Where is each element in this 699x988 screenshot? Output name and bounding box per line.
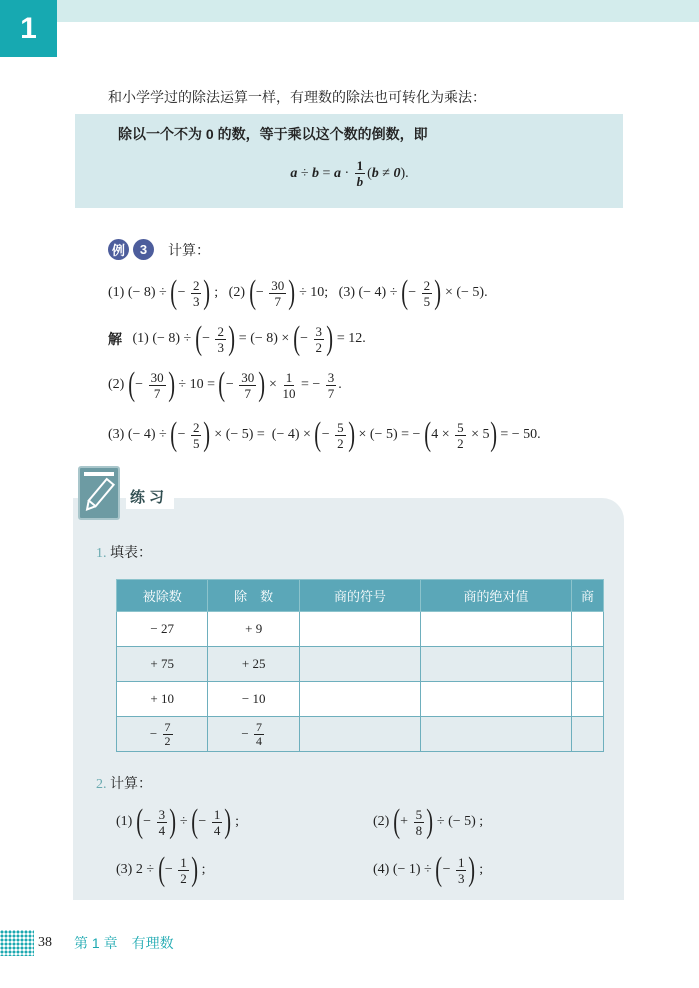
text: × (− 5) = (− 4) × (210, 427, 315, 442)
fraction (215, 324, 226, 355)
text: (1) (− 8) ÷ (122, 331, 195, 346)
denominator: 5 (423, 293, 431, 309)
fraction (269, 278, 286, 309)
table-cell (208, 717, 299, 752)
text: ; (198, 862, 206, 877)
table-cell (208, 682, 299, 717)
exercise-4 (373, 853, 483, 887)
pencil-notebook-icon (78, 466, 120, 520)
numerator: 5 (457, 419, 464, 435)
table-cell (421, 717, 572, 752)
text: × (265, 377, 281, 392)
right-paren: ) (258, 366, 266, 403)
text: × (− 5) = − (355, 427, 424, 442)
table-header: 商 (571, 580, 603, 612)
table-row (117, 682, 604, 717)
denominator: 7 (327, 385, 335, 401)
text: · (340, 165, 353, 181)
left-paren: ( (293, 320, 300, 357)
text: ). (400, 165, 409, 181)
table-cell (299, 612, 420, 647)
numerator: 7 (255, 719, 262, 734)
numerator: 3 (158, 806, 166, 822)
left-paren: ( (157, 851, 165, 888)
exercise-3 (116, 853, 205, 887)
text: − (408, 285, 420, 300)
table-cell (571, 647, 603, 682)
text: ; (231, 814, 240, 829)
practice-title: 练习 (126, 484, 174, 509)
right-paren: ) (224, 803, 232, 840)
right-paren: ) (426, 803, 434, 840)
left-paren: ( (435, 851, 443, 888)
numerator: 30 (150, 369, 164, 385)
right-paren: ) (288, 274, 296, 311)
table-cell (299, 682, 420, 717)
text: = (319, 165, 334, 181)
text: − (442, 862, 454, 877)
numerator: 5 (415, 806, 423, 822)
right-paren: ) (434, 274, 442, 311)
text: ; (2) (210, 285, 249, 300)
left-paren: ( (170, 416, 178, 453)
denominator: 2 (180, 870, 187, 886)
solution-line-2 (108, 368, 342, 402)
numerator: 3 (315, 323, 323, 339)
text: (1) (116, 814, 136, 829)
variable: a (333, 165, 341, 181)
right-paren: ) (203, 274, 211, 311)
table-header: 除 数 (208, 580, 299, 612)
cell-value (117, 621, 207, 637)
text: ( (367, 165, 372, 181)
table-cell (421, 612, 572, 647)
right-paren: ) (489, 416, 497, 453)
left-paren: ( (314, 416, 322, 453)
header-band (57, 0, 699, 22)
fraction (149, 370, 166, 401)
text: = − (297, 377, 324, 392)
denominator: 2 (337, 435, 344, 451)
text: ; (475, 862, 484, 877)
fill-table (116, 579, 604, 752)
dots-decoration-icon (0, 930, 34, 956)
denominator: 2 (164, 733, 171, 748)
text: ÷ (297, 165, 313, 181)
numerator: 1 (285, 369, 293, 385)
text: = − 50. (496, 427, 541, 442)
text: − (177, 285, 189, 300)
text: − (255, 285, 268, 300)
text: (4) (− 1) ÷ (373, 862, 436, 877)
text: (3) (− 4) ÷ (108, 427, 171, 442)
cell-value (117, 691, 207, 707)
question-1 (96, 542, 152, 562)
cell-value (117, 656, 207, 672)
table-row (117, 717, 604, 752)
text: 4 × (431, 427, 454, 442)
variable: a (290, 165, 298, 181)
variable: b (312, 165, 320, 181)
fraction (212, 807, 223, 838)
numerator: 1 (457, 854, 465, 870)
numerator: 1 (180, 854, 187, 870)
solution-line-3 (108, 418, 541, 452)
cell-value (208, 691, 298, 707)
example-number-badge: 3 (133, 239, 154, 260)
exercise-2 (373, 805, 483, 839)
fraction (191, 278, 202, 309)
question-2 (96, 773, 152, 793)
fraction (239, 370, 256, 401)
exercise-1 (116, 805, 239, 839)
solution-line-1 (108, 322, 366, 356)
right-paren: ) (228, 320, 236, 357)
left-paren: ( (393, 803, 400, 840)
page-footer (0, 930, 174, 956)
denominator: 8 (415, 822, 423, 838)
fraction (254, 721, 264, 748)
text: − (321, 427, 334, 442)
text: − (241, 726, 252, 741)
right-paren: ) (169, 803, 177, 840)
table-header: 被除数 (117, 580, 208, 612)
table-row (117, 612, 604, 647)
fraction (157, 807, 168, 838)
numerator: 1 (356, 158, 364, 173)
left-paren: ( (136, 803, 143, 840)
text: ÷ (176, 814, 192, 829)
table-cell (117, 717, 208, 752)
text: − (225, 377, 238, 392)
question-text: 填表： (110, 546, 152, 561)
denominator: 3 (457, 870, 465, 886)
table-cell (208, 647, 299, 682)
variable: b (371, 165, 379, 181)
numerator: 30 (241, 369, 255, 385)
text: − (135, 377, 147, 392)
text: × 5 (467, 427, 490, 442)
text: − (143, 814, 155, 829)
text: + 75 (150, 656, 175, 671)
rule-text: 除以一个不为 0 的数，等于乘以这个数的倒数，即 (118, 126, 428, 142)
table-header: 商的绝对值 (421, 580, 572, 612)
text: . (338, 377, 342, 392)
fraction (314, 324, 325, 355)
fraction (191, 420, 202, 451)
chapter-tab: 1 (0, 0, 57, 57)
text: (2) (108, 377, 128, 392)
text: (2) (373, 814, 393, 829)
table-cell (421, 647, 572, 682)
table-cell (299, 647, 420, 682)
example-badge: 例 (108, 239, 129, 260)
left-paren: ( (191, 803, 199, 840)
text: = (− 8) × (235, 331, 293, 346)
text: ≠ (378, 165, 394, 181)
denominator: 7 (244, 385, 251, 401)
numerator: 30 (271, 277, 285, 293)
table-cell (117, 647, 208, 682)
right-paren: ) (191, 851, 198, 888)
denominator: 5 (192, 435, 200, 451)
right-paren: ) (468, 851, 476, 888)
text: − (202, 331, 214, 346)
left-paren: ( (248, 274, 256, 311)
text: − (300, 331, 312, 346)
right-paren: ) (167, 366, 175, 403)
right-paren: ) (347, 416, 355, 453)
solution-label: 解 (108, 331, 122, 347)
fraction (326, 370, 337, 401)
right-paren: ) (203, 416, 211, 453)
chapter-label: 第 1 章 有理数 (74, 935, 174, 951)
denominator: 7 (274, 293, 281, 309)
table-cell (208, 612, 299, 647)
denominator: 2 (457, 435, 464, 451)
denominator: 2 (315, 339, 323, 355)
fraction (178, 855, 189, 886)
left-paren: ( (424, 416, 431, 453)
fraction (456, 855, 467, 886)
table-cell (571, 717, 603, 752)
text: − (198, 814, 210, 829)
table-cell (571, 682, 603, 717)
question-number: 1. (96, 546, 107, 561)
denominator: 3 (217, 339, 224, 355)
left-paren: ( (401, 274, 408, 311)
text: ÷ 10 = (174, 377, 219, 392)
variable: 0 (393, 165, 401, 181)
right-paren: ) (326, 320, 334, 357)
left-paren: ( (128, 366, 135, 403)
cell-value (208, 721, 298, 748)
denominator: 4 (213, 822, 221, 838)
denominator: b (356, 174, 364, 189)
text: − (177, 427, 189, 442)
example-title: 计算： (168, 243, 210, 259)
numerator: 7 (164, 719, 171, 734)
intro-text: 和小学学过的除法运算一样，有理数的除法也可转化为乘法： (108, 91, 486, 106)
denominator: 4 (158, 822, 166, 838)
question-text: 计算： (110, 777, 152, 792)
left-paren: ( (170, 274, 178, 311)
text: ÷ 10; (3) (− 4) ÷ (295, 285, 401, 300)
table-cell (299, 717, 420, 752)
fraction (422, 278, 433, 309)
cell-value (117, 721, 207, 748)
page-number: 38 (38, 935, 52, 950)
numerator: 3 (327, 369, 335, 385)
rule-formula (0, 158, 699, 189)
example-heading (108, 239, 210, 260)
table-row (117, 647, 604, 682)
cell-value (208, 621, 298, 637)
denominator: 4 (255, 733, 262, 748)
numerator: 2 (217, 323, 224, 339)
table-header: 商的符号 (299, 580, 420, 612)
example-problems (108, 276, 488, 310)
table-cell (117, 612, 208, 647)
text: + (400, 814, 412, 829)
text: + 9 (245, 621, 263, 636)
numerator: 2 (192, 419, 200, 435)
fraction (163, 721, 173, 748)
denominator: 3 (192, 293, 200, 309)
numerator: 2 (423, 277, 431, 293)
text: − 27 (150, 621, 175, 636)
fraction (455, 420, 466, 451)
fraction (335, 420, 346, 451)
text: (3) 2 ÷ (116, 862, 158, 877)
cell-value (208, 656, 298, 672)
numerator: 1 (213, 806, 221, 822)
numerator: 2 (192, 277, 200, 293)
numerator: 5 (337, 419, 344, 435)
fraction (355, 158, 366, 189)
text: ÷ (− 5) ; (433, 814, 484, 829)
text: + 25 (241, 656, 266, 671)
left-paren: ( (218, 366, 226, 403)
fraction (414, 807, 425, 838)
fraction (282, 370, 295, 401)
table-cell (117, 682, 208, 717)
text: = 12. (333, 331, 366, 346)
denominator: 10 (282, 385, 296, 401)
text: − 10 (241, 691, 266, 706)
text: × (− 5). (441, 285, 488, 300)
text: − (149, 726, 161, 741)
text: − (164, 862, 177, 877)
table-cell (571, 612, 603, 647)
text: (1) (− 8) ÷ (108, 285, 171, 300)
table-cell (421, 682, 572, 717)
left-paren: ( (195, 320, 202, 357)
text: + 10 (150, 691, 175, 706)
question-number: 2. (96, 777, 107, 792)
denominator: 7 (153, 385, 161, 401)
